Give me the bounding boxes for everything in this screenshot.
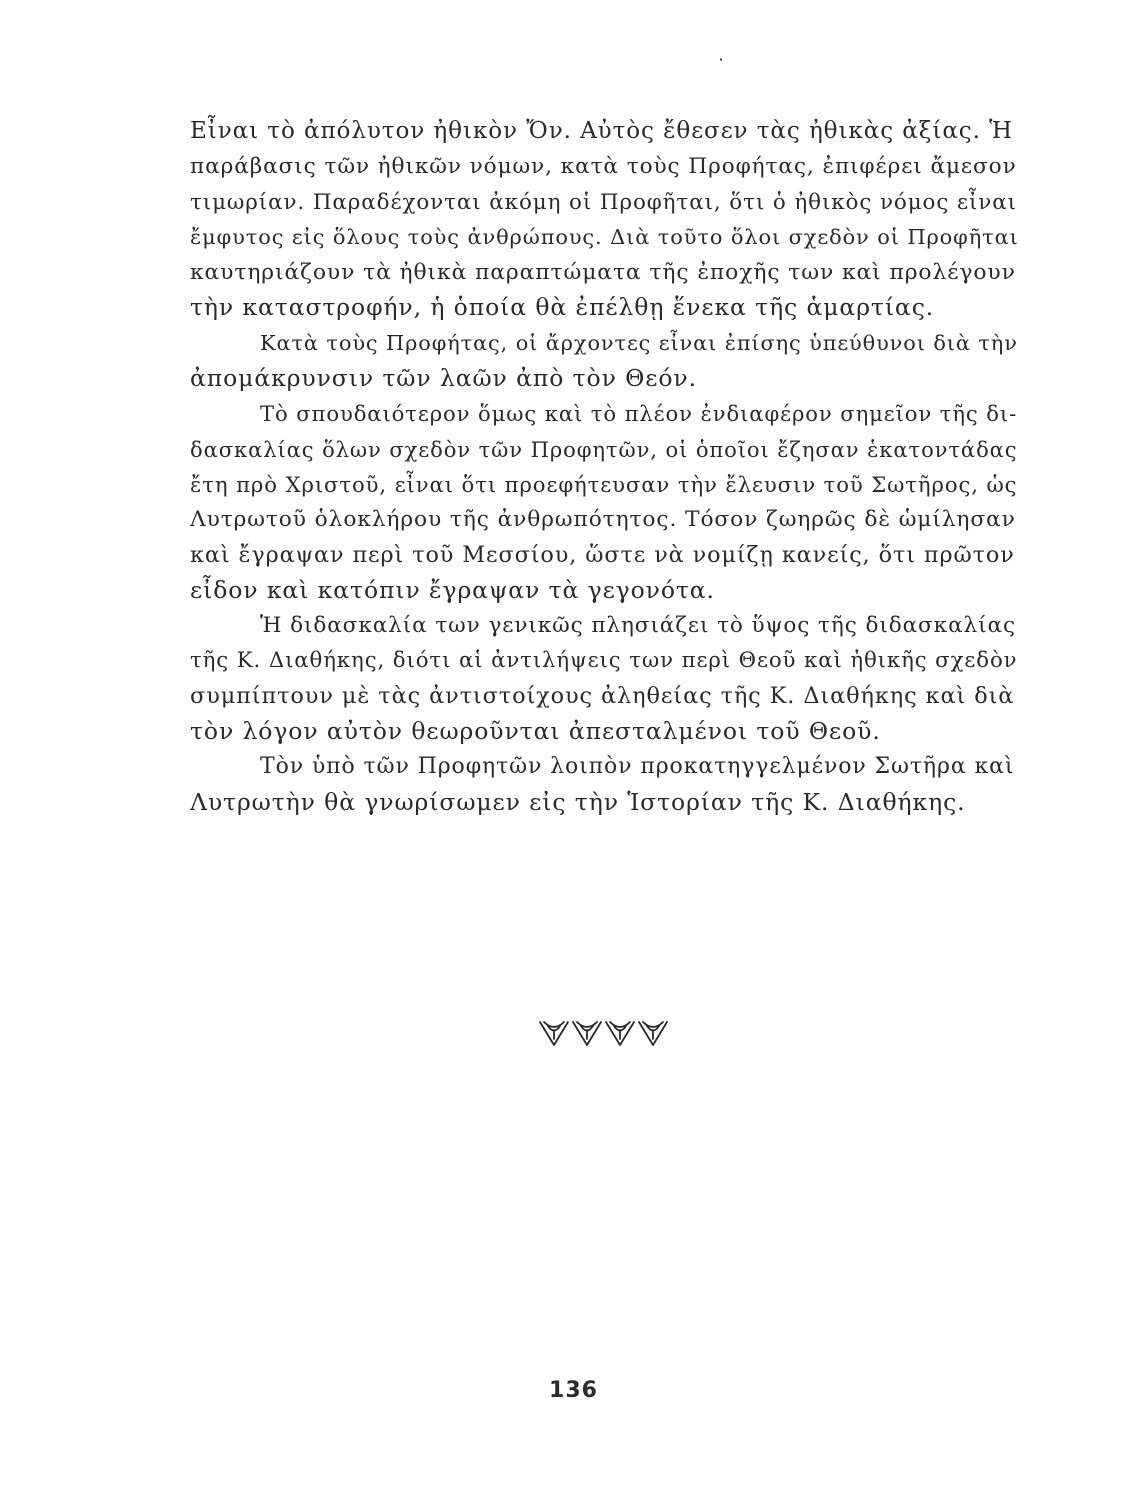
ink-speck (720, 58, 722, 61)
text-line: ἔτη πρὸ Χριστοῦ, εἶναι ὅτι προεφήτευσαν τὴν ἔλευσιν τοῦ Σωτῆρος, ὡς (190, 471, 1018, 497)
text-line: συμπίπτουν μὲ τὰς ἀντιστοίχους ἀληθείας τῆς Κ. Διαθήκης καὶ διὰ (190, 682, 1015, 709)
text-line: Ἡ διδασκαλία των γενικῶς πλησιάζει τὸ ὕψος τῆς διδασκαλίας (260, 613, 1016, 639)
text-line: δασκαλίας ὅλων σχεδὸν τῶν Προφητῶν, οἱ ὁποῖοι ἔζησαν ἑκατοντάδας (190, 436, 1018, 462)
text-line: τῆς Κ. Διαθήκης, διότι αἱ ἀντιλήψεις των περὶ Θεοῦ καὶ ἠθικῆς σχεδὸν (190, 648, 1018, 674)
page-number: 136 (549, 1378, 598, 1403)
text-line: ἔμφυτος εἰς ὅλους τοὺς ἀνθρώπους. Διὰ τοῦτο ὅλοι σχεδὸν οἱ Προφῆται (190, 224, 1019, 249)
text-line: τιμωρίαν. Παραδέχονται ἀκόμη οἱ Προφῆται, ὅτι ὁ ἠθικὸς νόμος εἶναι (190, 189, 1017, 215)
text-line: παράβασις τῶν ἠθικῶν νόμων, κατὰ τοὺς Προφήτας, ἐπιφέρει ἄμεσον (190, 154, 1017, 180)
ornament-glyph-icon (573, 1022, 601, 1045)
text-line: Λυτρωτὴν θὰ γνωρίσωμεν εἰς τὴν Ἱστορίαν τῆς Κ. Διαθήκης. (190, 787, 966, 816)
ornament-glyph-icon (606, 1022, 634, 1045)
text-line: Εἶναι τὸ ἀπόλυτον ἠθικὸν Ὄν. Αὐτὸς ἔθεσεν τὰς ἠθικὰς ἀξίας. Ἡ (190, 118, 1013, 144)
text-line: τὸν λόγον αὐτὸν θεωροῦνται ἀπεσταλμένοι τοῦ Θεοῦ. (190, 717, 881, 746)
text-line: Τὸν ὑπὸ τῶν Προφητῶν λοιπὸν προκατηγγελμένον Σωτῆρα καὶ (260, 754, 1015, 780)
ornament-glyph-icon (540, 1022, 568, 1045)
text-line: ἀπομάκρυνσιν τῶν λαῶν ἀπὸ τὸν Θεόν. (190, 364, 697, 393)
text-line: καυτηριάζουν τὰ ἠθικὰ παραπτώματα τῆς ἐποχῆς των καὶ προλέγουν (190, 260, 1016, 286)
text-line: Λυτρωτοῦ ὁλοκλήρου τῆς ἀνθρωπότητος. Τόσον ζωηρῶς δὲ ὡμίλησαν (190, 507, 1016, 533)
text-line: Κατὰ τοὺς Προφήτας, οἱ ἄρχοντες εἶναι ἐπίσης ὑπεύθυνοι διὰ τὴν (260, 330, 1018, 355)
body-text (190, 114, 1019, 820)
ornament-glyph-icon (639, 1022, 667, 1045)
text-line: τὴν καταστροφήν, ἡ ὁποία θὰ ἐπέλθῃ ἕνεκα τῆς ἁμαρτίας. (190, 293, 935, 322)
text-line: καὶ ἔγραψαν περὶ τοῦ Μεσσίου, ὥστε νὰ νομίζῃ κανείς, ὅτι πρῶτον (190, 541, 1015, 568)
text-line: Τὸ σπουδαιότερον ὅμως καὶ τὸ πλέον ἐνδιαφέρον σημεῖον τῆς δι- (260, 401, 1018, 427)
ornament-divider-icon (538, 1018, 670, 1048)
text-line: εἶδον καὶ κατόπιν ἔγραψαν τὰ γεγονότα. (190, 575, 715, 604)
